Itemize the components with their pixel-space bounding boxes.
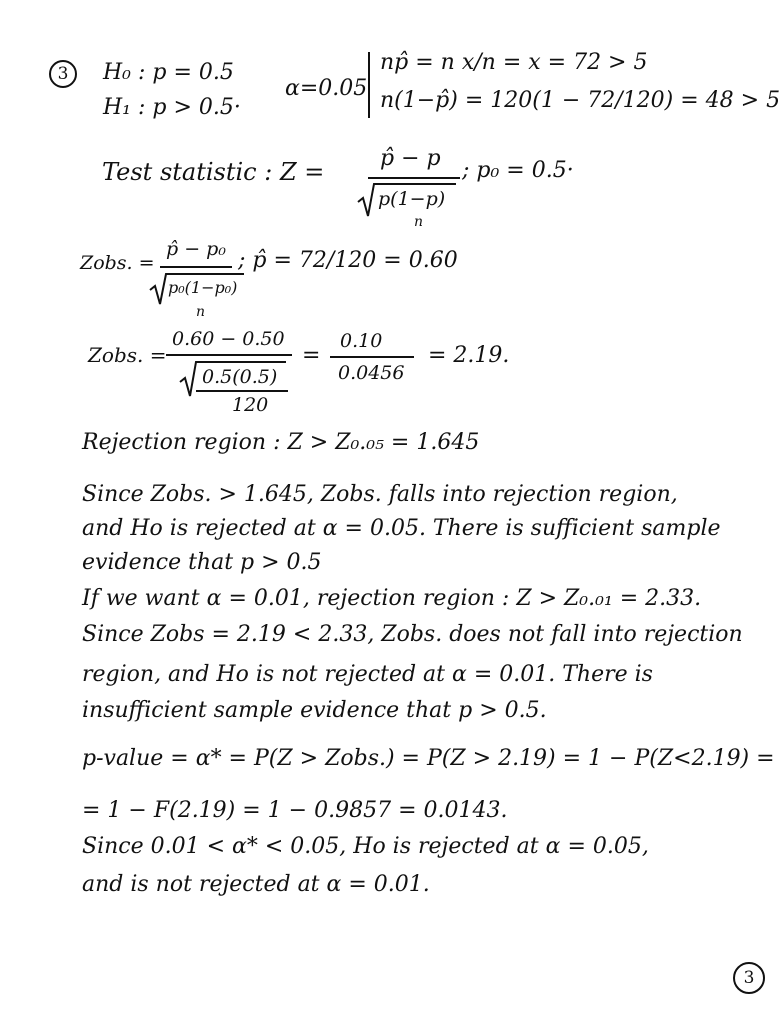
zobs-formula-label: Zobs. = bbox=[80, 252, 155, 274]
condition-divider bbox=[368, 52, 370, 118]
zobs-calc-fraction-bar bbox=[166, 354, 292, 356]
p-value-line-2: = 1 − F(2.19) = 1 − 0.9857 = 0.0143. bbox=[82, 798, 508, 823]
alpha-001-line-4: insufficient sample evidence that p > 0.5. bbox=[82, 698, 547, 723]
conclusion-line-2: and Ho is rejected at α = 0.05. There is sufficient sample bbox=[82, 516, 721, 541]
page-number-badge bbox=[733, 962, 765, 994]
zobs-calc-numerator: 0.60 − 0.50 bbox=[172, 328, 285, 350]
alternative-hypothesis: H₁ : p > 0.5· bbox=[103, 95, 241, 120]
fraction-2-denominator: 0.0456 bbox=[338, 362, 405, 384]
zobs-formula-fraction-bar bbox=[160, 266, 232, 268]
p0-value: ; p₀ = 0.5· bbox=[462, 158, 574, 183]
test-statistic-numerator: p̂ − p bbox=[380, 146, 441, 171]
rejection-region-line: Rejection region : Z > Z₀.₀₅ = 1.645 bbox=[82, 430, 480, 455]
alpha-001-line-1: If we want α = 0.01, rejection region : Z > Z₀.₀₁ = 2.33. bbox=[82, 586, 702, 611]
zobs-formula-numerator: p̂ − p₀ bbox=[166, 238, 226, 260]
zobs-calc-denominator: 0.5(0.5) bbox=[202, 366, 278, 388]
zobs-calc-denominator-n: 120 bbox=[232, 394, 269, 416]
null-hypothesis: H₀ : p = 0.5 bbox=[103, 60, 234, 85]
phat-value: ; p̂ = 72/120 = 0.60 bbox=[238, 248, 458, 273]
test-statistic-fraction-bar bbox=[368, 177, 460, 179]
final-conclusion-line-2: and is not rejected at α = 0.01. bbox=[82, 872, 430, 897]
fraction-2-numerator: 0.10 bbox=[340, 330, 383, 352]
test-statistic-label: Test statistic : Z = bbox=[102, 158, 325, 186]
equals-sign: = bbox=[302, 343, 321, 368]
alpha-001-line-3: region, and Ho is not rejected at α = 0.01. There is bbox=[82, 662, 653, 687]
problem-number-badge bbox=[49, 60, 77, 88]
problem-number: 3 bbox=[57, 64, 69, 84]
test-statistic-denominator-n: n bbox=[414, 214, 424, 230]
zobs-formula-denominator: p₀(1−p₀) bbox=[168, 278, 238, 297]
significance-level: α=0.05 bbox=[285, 76, 368, 101]
fraction-2-bar bbox=[330, 356, 414, 358]
conclusion-line-1: Since Zobs. > 1.645, Zobs. falls into rejection region, bbox=[82, 482, 678, 507]
zobs-calc-inner-bar bbox=[196, 390, 288, 392]
zobs-formula-denominator-n: n bbox=[196, 304, 206, 320]
test-statistic-denominator: p(1−p) bbox=[378, 188, 446, 210]
final-conclusion-line-1: Since 0.01 < α* < 0.05, Ho is rejected at α = 0.05, bbox=[82, 834, 649, 859]
condition-n-one-minus-p: n(1−p̂) = 120(1 − 72/120) = 48 > 5 bbox=[380, 88, 781, 113]
page-number: 3 bbox=[743, 968, 755, 988]
p-value-line-1: p-value = α* = P(Z > Zobs.) = P(Z > 2.19) = 1 − P(Z<2.19) = bbox=[82, 746, 775, 771]
conclusion-line-3: evidence that p > 0.5 bbox=[82, 550, 322, 575]
alpha-001-line-2: Since Zobs = 2.19 < 2.33, Zobs. does not fall into rejection bbox=[82, 622, 743, 647]
condition-np: np̂ = n x/n = x = 72 > 5 bbox=[380, 50, 648, 75]
zobs-calc-label: Zobs. = bbox=[88, 343, 167, 367]
zobs-result: = 2.19. bbox=[428, 343, 510, 368]
